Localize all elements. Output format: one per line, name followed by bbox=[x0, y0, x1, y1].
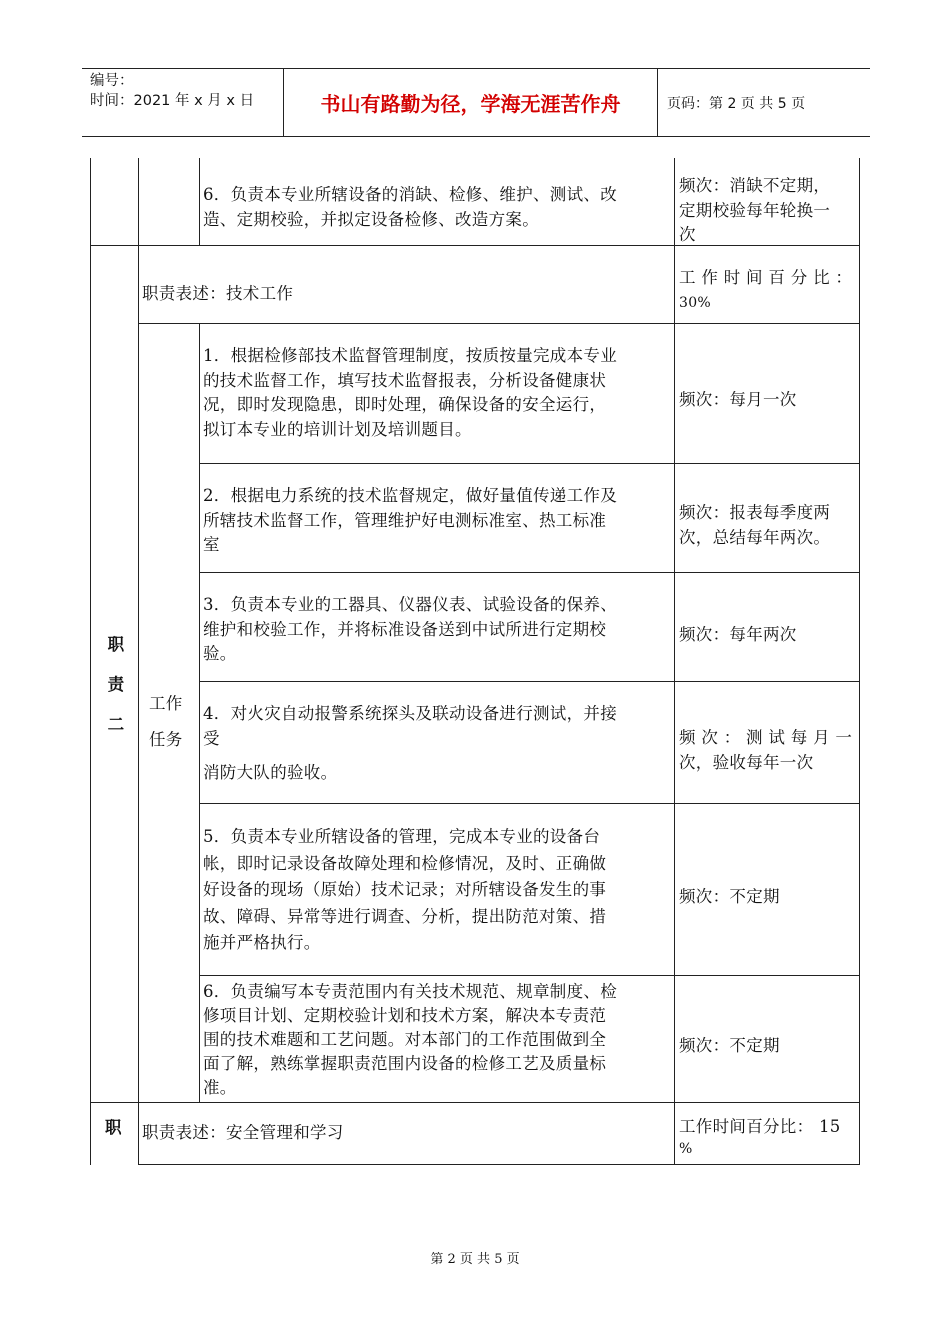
task-line: 消防大队的验收。 bbox=[203, 763, 338, 782]
task-4-text bbox=[203, 702, 673, 786]
task-6-text bbox=[203, 980, 673, 1100]
duty-label-char: 二 bbox=[107, 715, 125, 734]
doc-time-label: 时间：2021 年 x 月 x 日 bbox=[90, 93, 255, 109]
task-line: 2．根据电力系统的技术监督规定，做好量值传递工作及 bbox=[203, 486, 617, 505]
table-border bbox=[199, 463, 860, 464]
task-5-frequency: 频次：不定期 bbox=[679, 887, 780, 906]
duty-3-description: 职责表述：安全管理和学习 bbox=[142, 1123, 344, 1142]
header-motto: 书山有路勤为径，学海无涯苦作舟 bbox=[320, 92, 621, 116]
pct-label: 工作时间百分比： 15 bbox=[679, 1117, 841, 1136]
table-border bbox=[90, 158, 91, 1165]
work-task-label bbox=[149, 686, 183, 758]
task-line: 故、障碍、异常等进行调查、分析，提出防范对策、措 bbox=[203, 906, 607, 926]
freq-line: 次，总结每年两次。 bbox=[679, 527, 831, 547]
work-time-percent bbox=[679, 266, 859, 315]
freq-line: 频次：报表每季度两 bbox=[679, 503, 831, 522]
doc-number-label: 编号： bbox=[90, 73, 134, 89]
task-line: 4．对火灾自动报警系统探头及联动设备进行测试，并接 bbox=[203, 704, 617, 723]
header-page-info: 页码：第 2 页 共 5 页 bbox=[667, 95, 806, 112]
table-border bbox=[199, 681, 860, 682]
task-1-frequency: 频次：每月一次 bbox=[679, 390, 797, 409]
freq-line: 频 次 ： 测 试 每 月 一 bbox=[679, 728, 853, 747]
freq-line: 次 bbox=[679, 225, 696, 244]
task-line: 修项目计划、定期校验计划和技术方案，解决本专责范 bbox=[203, 1006, 607, 1025]
frequency-text bbox=[679, 174, 859, 248]
duty-label-char: 职 bbox=[107, 635, 125, 654]
task-text bbox=[203, 183, 673, 232]
page-footer: 第 2 页 共 5 页 bbox=[430, 1252, 520, 1267]
table-border bbox=[138, 323, 860, 324]
task-line: 6．负责本专业所辖设备的消缺、检修、维护、测试、改 bbox=[203, 185, 617, 204]
task-3-text bbox=[203, 593, 673, 667]
task-line: 6．负责编写本专责范围内有关技术规范、规章制度、检 bbox=[203, 982, 617, 1001]
duty-description: 职责表述：技术工作 bbox=[142, 284, 294, 303]
task-line: 面了解，熟练掌握职责范围内设备的检修工艺及质量标 bbox=[203, 1054, 607, 1073]
task-line: 帐，即时记录设备故障处理和检修情况，及时、正确做 bbox=[203, 853, 607, 873]
task-4-frequency bbox=[679, 726, 859, 775]
task-line: 好设备的现场（原始）技术记录；对所辖设备发生的事 bbox=[203, 880, 607, 899]
task-line: 造、定期校验，并拟定设备检修、改造方案。 bbox=[203, 209, 539, 229]
table-border bbox=[90, 1102, 860, 1103]
table-border bbox=[199, 803, 860, 804]
task-line: 受 bbox=[203, 728, 220, 748]
freq-line: 定期校验每年轮换一 bbox=[679, 200, 831, 220]
duty-3-label: 职 bbox=[105, 1118, 122, 1137]
pct-value: % bbox=[679, 1140, 693, 1157]
pct-value: 30% bbox=[679, 294, 712, 311]
duty-3-work-time-percent bbox=[679, 1115, 861, 1158]
task-line: 1．根据检修部技术监督管理制度，按质按量完成本专业 bbox=[203, 346, 617, 365]
task-2-frequency bbox=[679, 501, 859, 550]
task-line: 准。 bbox=[203, 1078, 237, 1097]
task-label-line: 任务 bbox=[149, 730, 183, 749]
table-border bbox=[199, 975, 860, 976]
task-3-frequency: 频次：每年两次 bbox=[679, 625, 797, 644]
task-2-text bbox=[203, 484, 673, 558]
task-line: 况，即时发现隐患，即时处理，确保设备的安全运行， bbox=[203, 395, 607, 414]
task-line: 室 bbox=[203, 535, 220, 554]
task-line: 拟订本专业的培训计划及培训题目。 bbox=[203, 419, 472, 439]
task-line: 验。 bbox=[203, 644, 237, 663]
table-border bbox=[199, 158, 200, 245]
header-info bbox=[90, 71, 280, 134]
table-border bbox=[199, 323, 200, 1103]
task-line: 施并严格执行。 bbox=[203, 933, 321, 952]
freq-line: 频次：消缺不定期， bbox=[679, 176, 831, 195]
task-line: 所辖技术监督工作，管理维护好电测标准室、热工标准 bbox=[203, 510, 607, 530]
task-1-text bbox=[203, 344, 673, 442]
page-header bbox=[82, 68, 870, 137]
task-line: 维护和校验工作，并将标准设备送到中试所进行定期校 bbox=[203, 619, 607, 639]
task-line: 3．负责本专业的工器具、仪器仪表、试验设备的保养、 bbox=[203, 595, 617, 614]
table-border bbox=[859, 158, 860, 1165]
table-border bbox=[138, 158, 139, 245]
table-border bbox=[138, 1164, 860, 1165]
task-line: 5．负责本专业所辖设备的管理，完成本专业的设备台 bbox=[203, 827, 601, 846]
freq-line: 次，验收每年一次 bbox=[679, 752, 814, 772]
table-border bbox=[674, 158, 675, 1165]
duty-label bbox=[101, 625, 131, 745]
table-border bbox=[199, 572, 860, 573]
duty-label-char: 责 bbox=[107, 675, 125, 694]
task-6-frequency: 频次：不定期 bbox=[679, 1036, 780, 1055]
task-line: 的技术监督工作，填写技术监督报表，分析设备健康状 bbox=[203, 370, 607, 390]
table-border bbox=[138, 245, 139, 1165]
task-label-line: 工作 bbox=[149, 694, 183, 713]
pct-label: 工 作 时 间 百 分 比 ： bbox=[679, 268, 853, 287]
task-line: 围的技术难题和工艺问题。对本部门的工作范围做到全 bbox=[203, 1030, 607, 1049]
task-5-text bbox=[203, 824, 673, 957]
header-divider bbox=[657, 69, 658, 136]
